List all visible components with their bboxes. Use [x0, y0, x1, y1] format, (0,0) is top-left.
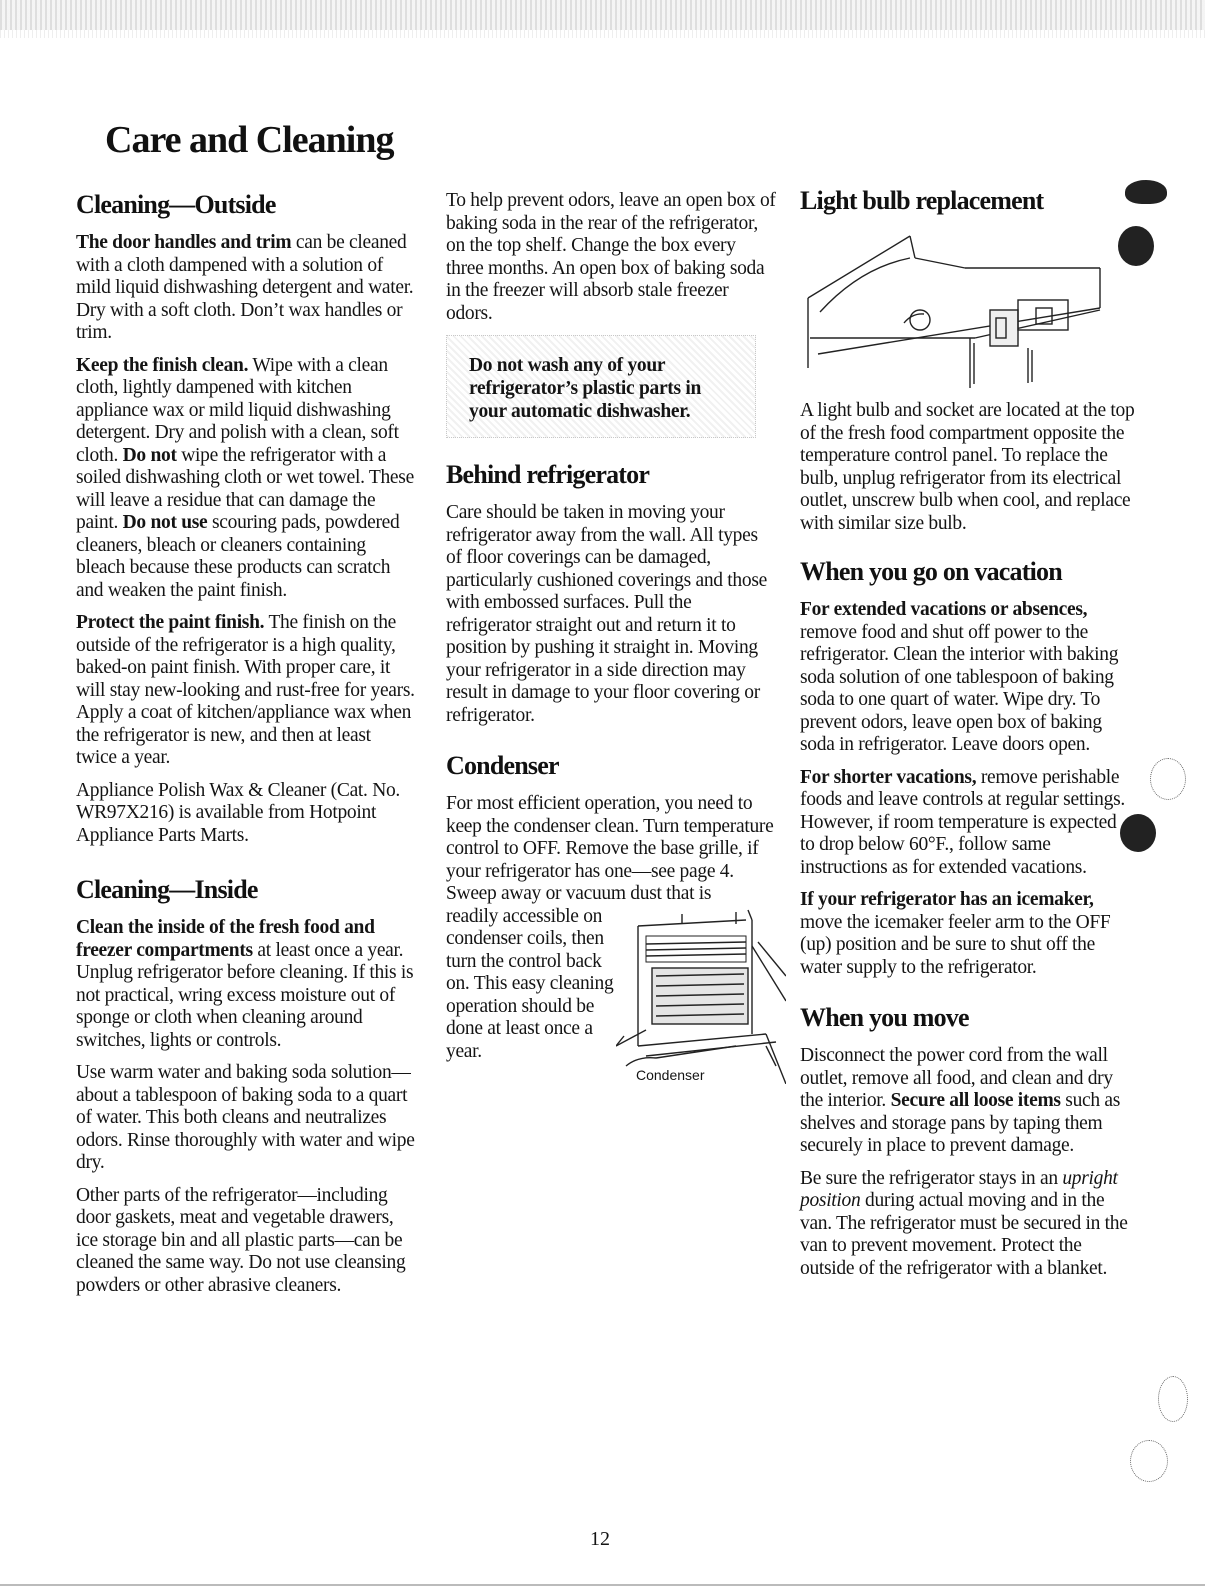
- light-bulb-illustration: [800, 228, 1110, 388]
- binder-hole-dot-2: [1120, 814, 1156, 852]
- paragraph-baking-soda-solution: Use warm water and baking soda solution—about a tablespoon of baking soda to a quart of water. This both cleans and neutralizes odors. Rinse thoroughly with water and wipe dry.: [76, 1062, 415, 1173]
- paragraph-light-bulb: A light bulb and socket are located at the top of the fresh food compartment opposite the temperature control panel. To replace the bulb, unplug refrigerator from its electrical outlet, unscrew bulb when cool, and replace with similar size bulb.: [800, 400, 1135, 534]
- paragraph-moving-refrigerator: Care should be taken in moving your refrigerator away from the wall. All types of floor coverings can be damaged, particularly cushioned coverings and those with embossed surfaces. Pull the refrigerator straight out and return it to position by pushing it straight in. Moving your refrigerator in a side direction may result in damage to your floor covering or refrigerator.: [446, 502, 767, 726]
- bold-run: Do not use: [122, 512, 208, 533]
- text-run: can be cleaned with a cloth dampened with a solution of mild liquid dishwashing detergent and water. Dry with a soft cloth. Don’t wax handles or trim.: [76, 232, 414, 343]
- dishwasher-warning-box: Do not wash any of your refrigerator’s plastic parts in your automatic dishwasher.: [446, 335, 756, 438]
- paragraph-clean-inside: [76, 917, 416, 1052]
- text-run: Wipe with a clean cloth, lightly dampened with kitchen appliance wax or mild liquid dishwashing detergent. Dry and polish with a clean, soft cloth.: [76, 354, 399, 466]
- heading-condenser: Condenser: [446, 751, 559, 780]
- bold-run: If your refrigerator has an icemaker,: [800, 889, 1094, 910]
- bold-run: Keep the finish clean.: [76, 354, 249, 376]
- bold-run: For shorter vacations,: [800, 766, 977, 788]
- paragraph-condenser-continued: readily accessible on condenser coils, then turn the control back on. This easy cleaning operation should be done at least once a year.: [446, 905, 614, 1062]
- paragraph-upright-position: [800, 1168, 1135, 1281]
- column-right: [800, 186, 1135, 1290]
- bold-run: Secure all loose items: [890, 1090, 1061, 1111]
- paragraph-keep-finish-clean: [76, 355, 416, 603]
- text-run: remove food and shut off power to the refrigerator. Clean the interior with baking soda solution of one tablespoon of baking soda to one quart of water. Wipe dry. To prevent odors, leave open box of baking soda in refrigerator. Leave doors open.: [800, 621, 1119, 755]
- heading-behind-refrigerator: Behind refrigerator: [446, 460, 650, 489]
- heading-vacation: When you go on vacation: [800, 557, 1062, 586]
- heading-light-bulb: Light bulb replacement: [800, 186, 1044, 215]
- condenser-illustration: [616, 906, 786, 1084]
- text-run: such as shelves and storage pans by taping them securely in place to prevent damage.: [800, 1090, 1121, 1156]
- paragraph-condenser: For most efficient operation, you need to keep the condenser clean. Turn temperature control to OFF. Remove the base grille, if your refrigerator has one—see page 4. Sweep away or vacuum dust that is: [446, 793, 774, 904]
- scan-edge-bottom: [0, 1584, 1205, 1586]
- column-middle: [446, 190, 776, 1083]
- page-number: 12: [590, 1528, 610, 1550]
- binder-ring-mark-3: [1130, 1440, 1168, 1482]
- paragraph-polish-wax: Appliance Polish Wax & Cleaner (Cat. No. WR97X216) is available from Hotpoint Appliance Parts Marts.: [76, 779, 401, 846]
- binder-ring-mark: [1150, 758, 1186, 800]
- heading-cleaning-outside: Cleaning—Outside: [76, 190, 276, 219]
- binder-hole-dot: [1118, 226, 1154, 266]
- bold-run: Do not: [122, 444, 177, 466]
- condenser-figure-label: Condenser: [636, 1066, 705, 1083]
- text-run: move the icemaker feeler arm to the OFF (up) position and be sure to shut off the water supply to the refrigerator.: [800, 911, 1111, 978]
- page-title: Care and Cleaning: [105, 119, 394, 161]
- italic-run: upright position: [800, 1167, 1118, 1211]
- text-run: at least once a year. Unplug refrigerator before cleaning. If this is not practical, wring excess moisture out of sponge or cloth when cleaning around switches, lights or controls.: [76, 939, 414, 1051]
- bold-run: Protect the paint finish.: [76, 612, 265, 633]
- bold-run: Clean the inside of the fresh food and freezer compartments: [76, 917, 375, 961]
- paragraph-door-handles: [76, 232, 416, 345]
- paragraph-other-parts: Other parts of the refrigerator—including door gaskets, meat and vegetable drawers, ice storage bin and all plastic parts—can be cleaned the same way. Do not use cleansing powders or other abrasive cleaners.: [76, 1184, 406, 1296]
- scan-edge-top: [0, 0, 1205, 30]
- scan-edge-top-2: [0, 30, 1205, 38]
- text-run: The finish on the outside of the refrigerator is a high quality, baked-on paint finish. With proper care, it will stay new-looking and rust-free for years. Apply a coat of kitchen/appliance wax when the refrigerator is new, and then at least twice a year.: [76, 612, 415, 768]
- bold-run: The door handles and trim: [76, 232, 292, 253]
- text-run: scouring pads, powdered cleaners, bleach or cleaners containing bleach because these products can scratch and weaken the paint finish.: [76, 512, 400, 601]
- text-run: wipe the refrigerator with a soiled dishwashing cloth or wet towel. These will leave a residue that can damage the paint.: [76, 444, 414, 533]
- paragraph-extended-vacations: [800, 599, 1135, 757]
- heading-cleaning-inside: Cleaning—Inside: [76, 875, 258, 904]
- binder-mark-top: [1125, 180, 1167, 204]
- paragraph-protect-paint: [76, 612, 416, 770]
- text-run: during actual moving and in the van. The refrigerator must be secured in the van to prevent movement. Protect the outside of the refrigerator with a blanket.: [800, 1190, 1128, 1279]
- paragraph-prevent-odors: To help prevent odors, leave an open box of baking soda in the rear of the refrigerator, on the top shelf. Change the box every three months. An open box of baking soda in the freezer will absorb stale freezer odors.: [446, 190, 776, 324]
- binder-ring-mark-2: [1158, 1376, 1188, 1422]
- text-run: remove perishable foods and leave controls at regular settings. However, if room temperature is expected to drop below 60°F., follow same instructions as for extended vacations.: [800, 766, 1125, 878]
- heading-when-you-move: When you move: [800, 1003, 969, 1032]
- paragraph-disconnect: [800, 1045, 1135, 1158]
- paragraph-icemaker: [800, 889, 1135, 979]
- text-run: Be sure the refrigerator stays in an: [800, 1167, 1063, 1189]
- paragraph-shorter-vacations: [800, 767, 1135, 880]
- condenser-section: [446, 905, 776, 1083]
- column-left: [76, 190, 416, 1307]
- bold-run: For extended vacations or absences,: [800, 599, 1088, 620]
- text-run: Disconnect the power cord from the wall outlet, remove all food, and clean and dry the interior.: [800, 1045, 1113, 1111]
